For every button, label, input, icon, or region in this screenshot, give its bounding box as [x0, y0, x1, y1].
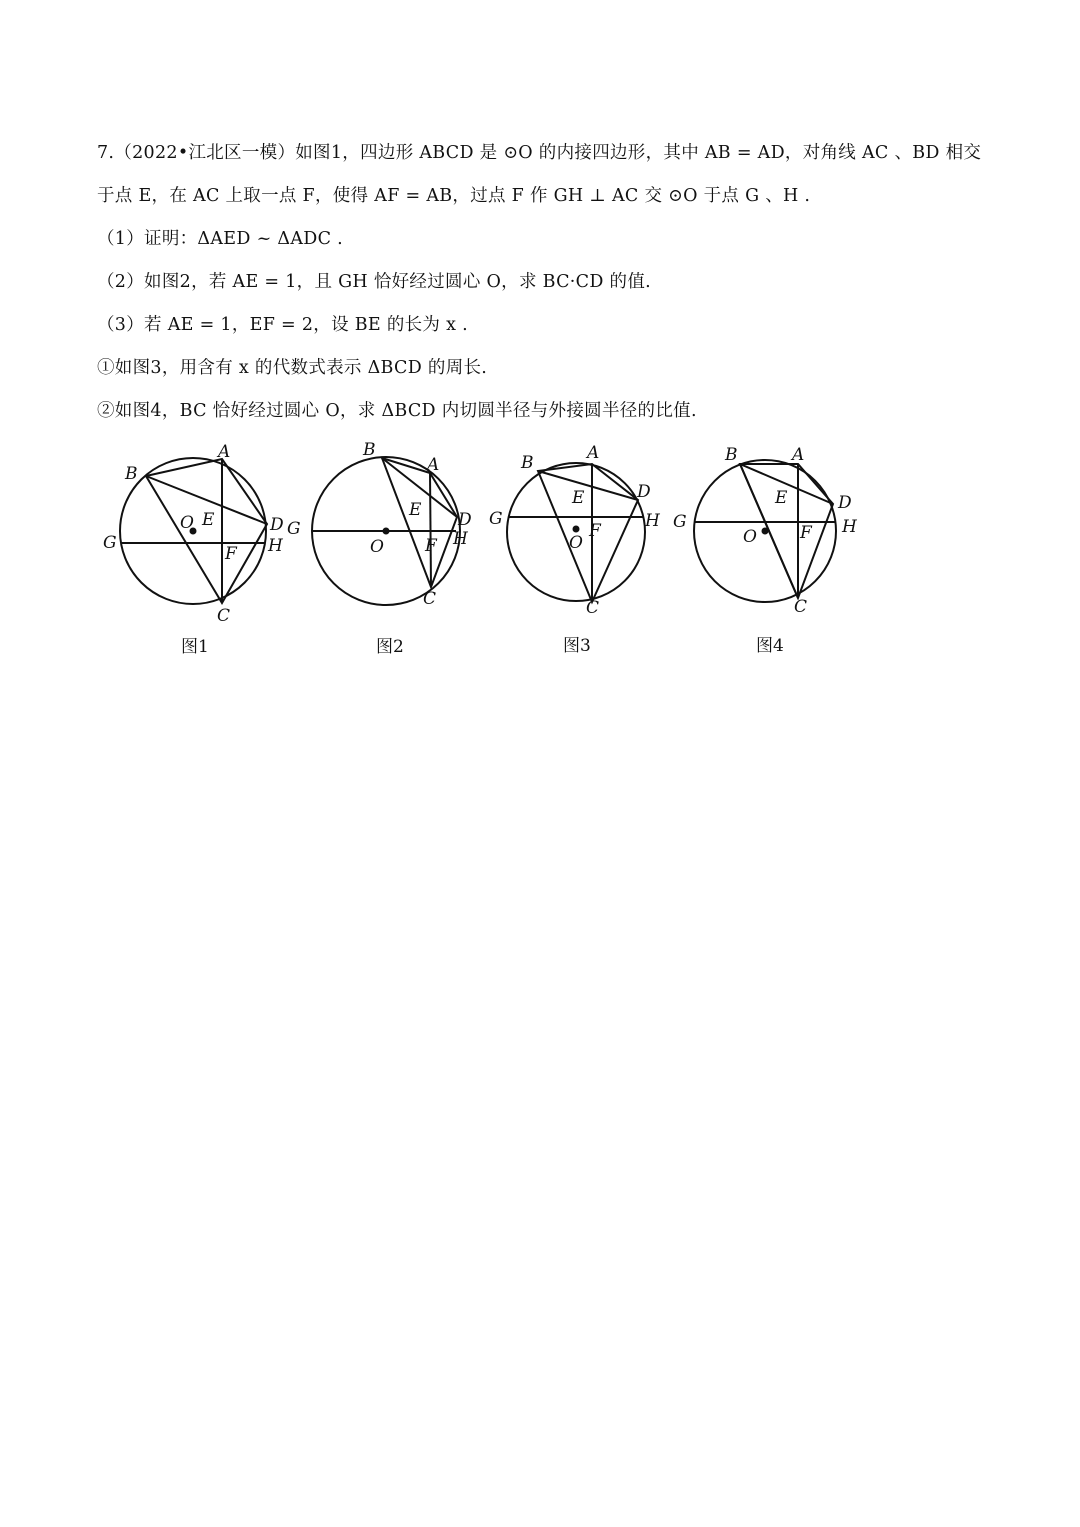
label-e: E — [202, 510, 215, 530]
center-point — [762, 528, 769, 535]
label-o: O — [743, 527, 757, 547]
label-a: A — [218, 442, 231, 462]
quadrilateral-abcd — [146, 459, 267, 603]
figure-3 — [489, 435, 695, 665]
label-e: E — [409, 500, 422, 520]
figure-4 — [673, 435, 890, 665]
label-o: O — [180, 513, 194, 533]
diagonal-bd — [538, 471, 638, 500]
label-f: F — [425, 536, 437, 556]
label-g: G — [103, 533, 117, 553]
figure-1-diagram — [95, 435, 295, 665]
center-point — [573, 526, 580, 533]
label-b: B — [725, 445, 738, 465]
label-b: B — [125, 464, 138, 484]
label-g: G — [489, 509, 503, 529]
label-o: O — [569, 533, 583, 553]
label-h: H — [645, 511, 660, 531]
label-c: C — [794, 597, 808, 617]
label-d: D — [270, 515, 284, 535]
label-h: H — [842, 517, 857, 537]
label-h: H — [453, 529, 468, 549]
figure-3-caption: 图3 — [563, 636, 591, 656]
figures-row — [95, 435, 875, 665]
label-c: C — [217, 606, 231, 626]
center-point — [383, 528, 390, 535]
figure-1-caption: 图1 — [181, 637, 209, 657]
label-h: H — [268, 536, 283, 556]
quadrilateral-abcd — [382, 458, 457, 587]
label-g: G — [287, 519, 301, 539]
label-d: D — [458, 510, 472, 530]
figure-4-caption: 图4 — [756, 636, 784, 656]
label-b: B — [363, 440, 376, 460]
label-c: C — [586, 598, 600, 618]
label-f: F — [800, 523, 812, 543]
problem-line-2: 于点 E，在 AC 上取一点 F，使得 AF = AB，过点 F 作 GH ⊥ AC 交 ⊙O 于点 G 、H . — [97, 186, 811, 206]
label-e: E — [775, 488, 788, 508]
figure-1 — [95, 435, 295, 665]
figure-2 — [287, 435, 490, 665]
label-a: A — [587, 443, 600, 463]
question-3-part-1: ①如图3，用含有 x 的代数式表示 ΔBCD 的周长. — [97, 358, 488, 378]
label-d: D — [637, 482, 651, 502]
figure-2-caption: 图2 — [376, 637, 404, 657]
problem-line-1: 7.（2022•江北区一模）如图1，四边形 ABCD 是 ⊙O 的内接四边形，其中 AB = AD，对角线 AC 、BD 相交 — [97, 143, 982, 163]
label-a: A — [792, 445, 805, 465]
figure-3-diagram — [489, 435, 695, 665]
label-o: O — [370, 537, 384, 557]
figure-2-diagram — [287, 435, 490, 665]
label-b: B — [521, 453, 534, 473]
label-c: C — [423, 589, 437, 609]
label-e: E — [572, 488, 585, 508]
question-3-part-2: ②如图4，BC 恰好经过圆心 O，求 ΔBCD 内切圆半径与外接圆半径的比值. — [97, 401, 697, 421]
label-a: A — [427, 455, 440, 475]
problem-text — [97, 132, 997, 433]
figure-4-diagram — [673, 435, 890, 665]
label-d: D — [838, 493, 852, 513]
question-2: （2）如图2，若 AE = 1，且 GH 恰好经过圆心 O，求 BC·CD 的值. — [97, 272, 651, 292]
label-g: G — [673, 512, 687, 532]
question-1: （1）证明：ΔAED ~ ΔADC . — [97, 229, 344, 249]
question-3: （3）若 AE = 1，EF = 2，设 BE 的长为 x . — [97, 315, 468, 335]
label-f: F — [225, 544, 237, 564]
label-f: F — [589, 521, 601, 541]
